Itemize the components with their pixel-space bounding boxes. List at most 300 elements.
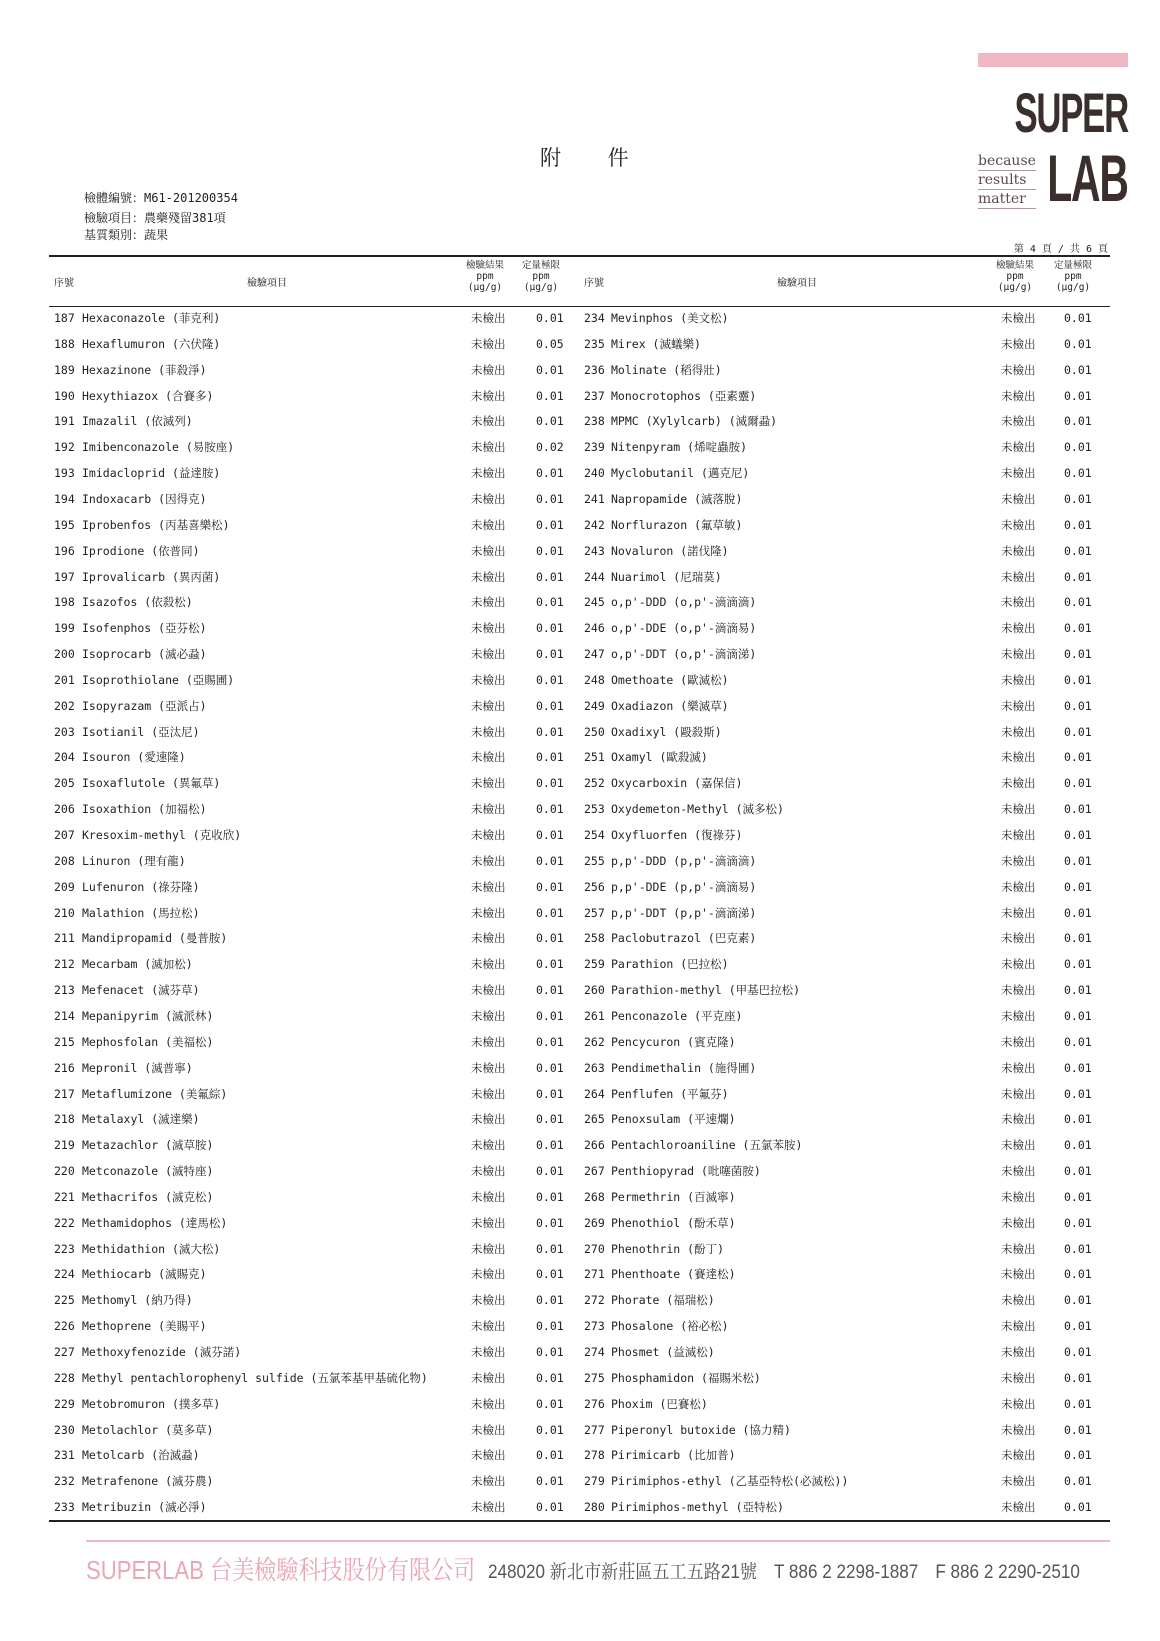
row-limit: 0.01: [536, 1396, 564, 1411]
row-result: 未檢出: [471, 388, 506, 403]
row-item-name: Phosmet (益滅松): [611, 1345, 715, 1359]
row-item-name: Oxyfluorfen (復祿芬): [611, 828, 743, 842]
table-row: [0, 1266, 1160, 1292]
row-seq: 201: [54, 672, 75, 687]
row-seq: 219: [54, 1138, 75, 1153]
row-result: 未檢出: [1001, 750, 1036, 765]
row-result: 未檢出: [1001, 853, 1036, 868]
row-seq: 275: [584, 1370, 605, 1385]
row-item-name: Phorate (福瑞松): [611, 1293, 715, 1308]
table-row: [0, 956, 1160, 982]
row-result: 未檢出: [1001, 414, 1036, 429]
row-item-name: Mecarbam (滅加松): [82, 957, 193, 972]
table-row: [0, 620, 1160, 646]
row-limit: 0.01: [536, 466, 564, 481]
row-seq: 257: [584, 905, 605, 920]
header-result-line: ppm: [1006, 271, 1024, 282]
row-item-name: Norflurazon (氟草敏): [611, 517, 743, 532]
row-seq: 192: [54, 440, 75, 455]
header-limit-line: (μg/g): [1055, 282, 1091, 293]
row-result: 未檢出: [1001, 1370, 1036, 1385]
table-row: [0, 879, 1160, 905]
table-row: [0, 569, 1160, 595]
table-row: [0, 827, 1160, 853]
row-result: 未檢出: [1001, 569, 1036, 584]
row-item-name: Myclobutanil (邁克尼): [611, 466, 750, 481]
table-row: [0, 491, 1160, 517]
row-item-name: Metobromuron (撲多草): [82, 1396, 221, 1411]
row-seq: 204: [54, 750, 75, 765]
row-seq: 198: [54, 595, 75, 610]
row-result: 未檢出: [1001, 1034, 1036, 1049]
row-seq: 250: [584, 724, 605, 739]
row-seq: 210: [54, 905, 75, 920]
row-item-name: Mephosfolan (美福松): [82, 1034, 214, 1049]
row-result: 未檢出: [471, 1293, 506, 1308]
row-limit: 0.01: [536, 543, 564, 558]
tagline-line: matter: [978, 190, 1036, 209]
row-limit: 0.01: [1064, 1345, 1092, 1359]
header-result: [986, 260, 1044, 293]
row-limit: 0.01: [536, 491, 564, 506]
row-seq: 228: [54, 1370, 75, 1385]
row-seq: 221: [54, 1189, 75, 1204]
row-limit: 0.01: [536, 1500, 564, 1515]
row-item-name: Lufenuron (祿芬隆): [82, 879, 200, 894]
row-seq: 220: [54, 1164, 75, 1179]
row-result: 未檢出: [1001, 1396, 1036, 1411]
row-result: 未檢出: [471, 1138, 506, 1153]
row-seq: 274: [584, 1345, 605, 1359]
row-result: 未檢出: [1001, 466, 1036, 481]
row-item-name: Phosphamidon (福賜米松): [611, 1370, 761, 1385]
row-seq: 238: [584, 414, 605, 429]
row-limit: 0.01: [1064, 595, 1092, 610]
row-limit: 0.01: [1064, 1034, 1092, 1049]
row-seq: 194: [54, 491, 75, 506]
row-limit: 0.01: [536, 1241, 564, 1256]
page-number: 第 4 頁 / 共 6 頁: [1013, 244, 1108, 255]
row-seq: 195: [54, 517, 75, 532]
row-item-name: Permethrin (百滅寧): [611, 1189, 736, 1204]
row-item-name: Mepronil (滅普寧): [82, 1060, 193, 1075]
row-item-name: Methomyl (納乃得): [82, 1293, 193, 1308]
row-item-name: Isoprothiolane (亞賜圃): [82, 672, 235, 687]
row-item-name: Metazachlor (滅草胺): [82, 1138, 214, 1153]
row-seq: 272: [584, 1293, 605, 1308]
row-seq: 231: [54, 1448, 75, 1463]
row-result: 未檢出: [471, 750, 506, 765]
row-item-name: Metolcarb (治滅蝨): [82, 1448, 200, 1463]
row-result: 未檢出: [471, 543, 506, 558]
row-item-name: Methyl pentachlorophenyl sulfide (五氯苯基甲基硫化物): [82, 1370, 428, 1385]
row-limit: 0.01: [536, 362, 564, 377]
row-seq: 261: [584, 1008, 605, 1023]
row-result: 未檢出: [471, 853, 506, 868]
row-seq: 271: [584, 1267, 605, 1282]
row-result: 未檢出: [1001, 1215, 1036, 1230]
row-result: 未檢出: [471, 491, 506, 506]
table-row: [0, 362, 1160, 388]
table-row: [0, 853, 1160, 879]
row-limit: 0.01: [536, 621, 564, 636]
row-limit: 0.01: [1064, 1474, 1092, 1489]
row-item-name: Napropamide (滅落脫): [611, 491, 743, 506]
row-item-name: Penoxsulam (平速爛): [611, 1112, 736, 1127]
row-seq: 214: [54, 1008, 75, 1023]
row-limit: 0.01: [1064, 983, 1092, 998]
row-item-name: Penconazole (平克座): [611, 1008, 743, 1023]
row-result: 未檢出: [1001, 1474, 1036, 1489]
sample-number: 檢體編號：M61-201200354: [84, 191, 238, 205]
table-row: [0, 1241, 1160, 1267]
row-result: 未檢出: [1001, 879, 1036, 894]
header-result-line: 檢驗結果: [995, 260, 1034, 271]
row-item-name: Pirimicarb (比加普): [611, 1448, 736, 1463]
header-seq: 序號: [54, 278, 74, 289]
row-seq: 234: [584, 311, 605, 325]
row-limit: 0.01: [536, 698, 564, 713]
row-result: 未檢出: [1001, 336, 1036, 351]
row-item-name: Hexaflumuron (六伏隆): [82, 336, 221, 351]
row-limit: 0.01: [536, 1112, 564, 1127]
row-seq: 199: [54, 621, 75, 636]
row-result: 未檢出: [1001, 983, 1036, 998]
row-result: 未檢出: [471, 698, 506, 713]
row-item-name: Oxadixyl (毆殺斯): [611, 724, 722, 739]
row-limit: 0.01: [1064, 1215, 1092, 1230]
table-row: [0, 543, 1160, 569]
row-limit: 0.01: [1064, 853, 1092, 868]
row-item-name: Isazofos (依殺松): [82, 595, 193, 610]
row-seq: 254: [584, 828, 605, 842]
row-item-name: Phenothiol (酚禾草): [611, 1215, 736, 1230]
row-limit: 0.01: [536, 931, 564, 946]
row-result: 未檢出: [471, 1086, 506, 1101]
row-seq: 207: [54, 828, 75, 842]
tagline-line: because: [978, 153, 1036, 169]
table-row: [0, 1215, 1160, 1241]
row-limit: 0.01: [536, 1345, 564, 1359]
row-seq: 203: [54, 724, 75, 739]
row-result: 未檢出: [471, 983, 506, 998]
row-limit: 0.01: [536, 828, 564, 842]
row-result: 未檢出: [471, 1319, 506, 1334]
row-seq: 255: [584, 853, 605, 868]
row-result: 未檢出: [471, 311, 506, 325]
row-limit: 0.01: [536, 853, 564, 868]
row-seq: 259: [584, 957, 605, 972]
row-limit: 0.01: [1064, 931, 1092, 946]
table-row: [0, 724, 1160, 750]
row-limit: 0.01: [1064, 388, 1092, 403]
header-result-line: (μg/g): [997, 282, 1033, 293]
row-result: 未檢出: [471, 1241, 506, 1256]
row-limit: 0.01: [536, 776, 564, 791]
row-item-name: Penthiopyrad (吡噻菌胺): [611, 1164, 761, 1179]
row-item-name: Novaluron (諾伐隆): [611, 543, 729, 558]
row-seq: 230: [54, 1422, 75, 1437]
row-seq: 239: [584, 440, 605, 455]
row-result: 未檢出: [471, 440, 506, 455]
row-seq: 205: [54, 776, 75, 791]
row-result: 未檢出: [471, 1164, 506, 1179]
row-item-name: Isotianil (亞汰尼): [82, 724, 200, 739]
row-limit: 0.01: [1064, 776, 1092, 791]
row-seq: 279: [584, 1474, 605, 1489]
row-seq: 236: [584, 362, 605, 377]
row-limit: 0.01: [536, 1319, 564, 1334]
logo-tagline: [978, 152, 1036, 209]
row-seq: 249: [584, 698, 605, 713]
row-limit: 0.01: [1064, 879, 1092, 894]
row-result: 未檢出: [471, 1215, 506, 1230]
page-title: 附 件: [540, 146, 649, 170]
row-item-name: Kresoxim-methyl (克收欣): [82, 828, 242, 842]
row-item-name: Molinate (稻得壯): [611, 362, 722, 377]
row-seq: 189: [54, 362, 75, 377]
row-seq: 222: [54, 1215, 75, 1230]
row-result: 未檢出: [471, 1370, 506, 1385]
logo-lab-text: LAB: [1047, 141, 1128, 215]
row-limit: 0.01: [536, 879, 564, 894]
row-item-name: Pendimethalin (施得圃): [611, 1060, 757, 1075]
row-item-name: p,p'-DDE (p,p'-滴滴易): [611, 879, 757, 894]
row-seq: 240: [584, 466, 605, 481]
table-row: [0, 775, 1160, 801]
row-result: 未檢出: [471, 517, 506, 532]
row-limit: 0.01: [1064, 802, 1092, 817]
row-limit: 0.02: [536, 440, 564, 455]
row-item-name: Malathion (馬拉松): [82, 905, 200, 920]
row-result: 未檢出: [1001, 1267, 1036, 1282]
row-seq: 224: [54, 1267, 75, 1282]
header-result: [456, 260, 514, 293]
header-seq: 序號: [584, 278, 604, 289]
row-item-name: Methiocarb (滅賜克): [82, 1267, 207, 1282]
row-item-name: Iprovalicarb (異丙菌): [82, 569, 221, 584]
row-item-name: Imazalil (依滅列): [82, 414, 193, 429]
footer-company: SUPERLAB 台美檢驗科技股份有限公司: [86, 1555, 476, 1585]
row-item-name: Isoxathion (加福松): [82, 802, 207, 817]
row-result: 未檢出: [471, 828, 506, 842]
row-item-name: Isofenphos (亞芬松): [82, 621, 207, 636]
header-item: 檢驗項目: [247, 278, 287, 289]
tagline-line: results: [978, 171, 1036, 190]
row-seq: 208: [54, 853, 75, 868]
header-item: 檢驗項目: [777, 278, 817, 289]
header-result-line: (μg/g): [467, 282, 503, 293]
row-limit: 0.01: [1064, 1138, 1092, 1153]
row-seq: 277: [584, 1422, 605, 1437]
row-item-name: Nitenpyram (烯啶蟲胺): [611, 440, 748, 455]
row-seq: 269: [584, 1215, 605, 1230]
row-seq: 258: [584, 931, 605, 946]
row-seq: 215: [54, 1034, 75, 1049]
table-row: [0, 1163, 1160, 1189]
row-limit: 0.01: [1064, 621, 1092, 636]
table-row: [0, 1189, 1160, 1215]
row-limit: 0.01: [536, 957, 564, 972]
row-limit: 0.01: [536, 802, 564, 817]
row-seq: 237: [584, 388, 605, 403]
row-limit: 0.01: [1064, 569, 1092, 584]
superlab-logo: [978, 53, 1128, 213]
row-item-name: Omethoate (歐滅松): [611, 672, 729, 687]
row-limit: 0.01: [536, 1215, 564, 1230]
row-limit: 0.01: [1064, 1319, 1092, 1334]
row-result: 未檢出: [1001, 828, 1036, 842]
table-row: [0, 1008, 1160, 1034]
row-seq: 226: [54, 1319, 75, 1334]
row-seq: 253: [584, 802, 605, 817]
row-item-name: Oxadiazon (樂滅草): [611, 698, 729, 713]
row-seq: 188: [54, 336, 75, 351]
row-result: 未檢出: [471, 1448, 506, 1463]
row-result: 未檢出: [1001, 1448, 1036, 1463]
table-row: [0, 439, 1160, 465]
row-limit: 0.01: [1064, 362, 1092, 377]
row-result: 未檢出: [471, 957, 506, 972]
row-limit: 0.01: [536, 1189, 564, 1204]
row-limit: 0.01: [536, 1060, 564, 1075]
table-row: [0, 594, 1160, 620]
row-result: 未檢出: [471, 466, 506, 481]
row-result: 未檢出: [1001, 672, 1036, 687]
row-seq: 233: [54, 1500, 75, 1515]
row-seq: 260: [584, 983, 605, 998]
row-seq: 242: [584, 517, 605, 532]
table-row: [0, 905, 1160, 931]
row-result: 未檢出: [471, 1189, 506, 1204]
row-seq: 218: [54, 1112, 75, 1127]
row-item-name: Metconazole (滅特座): [82, 1164, 214, 1179]
table-row: [0, 1396, 1160, 1422]
header-limit-line: 定量極限: [521, 260, 560, 271]
footer-rule: [86, 1540, 1110, 1542]
row-limit: 0.01: [536, 647, 564, 662]
row-limit: 0.01: [536, 1086, 564, 1101]
row-seq: 278: [584, 1448, 605, 1463]
row-item-name: Methamidophos (達馬松): [82, 1215, 228, 1230]
row-item-name: Penflufen (平氟芬): [611, 1086, 729, 1101]
row-item-name: Mevinphos (美文松): [611, 311, 729, 325]
row-limit: 0.01: [1064, 1060, 1092, 1075]
table-row: [0, 698, 1160, 724]
row-seq: 235: [584, 336, 605, 351]
row-seq: 216: [54, 1060, 75, 1075]
table-top-rule: [49, 255, 1110, 257]
row-seq: 190: [54, 388, 75, 403]
row-result: 未檢出: [1001, 802, 1036, 817]
row-seq: 197: [54, 569, 75, 584]
row-result: 未檢出: [1001, 621, 1036, 636]
row-result: 未檢出: [1001, 1189, 1036, 1204]
row-item-name: o,p'-DDD (o,p'-滴滴滴): [611, 595, 757, 610]
row-result: 未檢出: [471, 1396, 506, 1411]
row-seq: 273: [584, 1319, 605, 1334]
table-row: [0, 749, 1160, 775]
table-row: [0, 1111, 1160, 1137]
header-limit: [1044, 260, 1102, 293]
row-seq: 252: [584, 776, 605, 791]
row-seq: 202: [54, 698, 75, 713]
table-row: [0, 1292, 1160, 1318]
row-result: 未檢出: [1001, 1293, 1036, 1308]
row-result: 未檢出: [1001, 1086, 1036, 1101]
row-limit: 0.01: [1064, 440, 1092, 455]
row-result: 未檢出: [1001, 543, 1036, 558]
row-seq: 268: [584, 1189, 605, 1204]
row-result: 未檢出: [1001, 362, 1036, 377]
row-limit: 0.01: [536, 905, 564, 920]
header-result-line: ppm: [476, 271, 494, 282]
row-result: 未檢出: [1001, 724, 1036, 739]
row-limit: 0.01: [1064, 1500, 1092, 1515]
row-item-name: Monocrotophos (亞素靈): [611, 388, 757, 403]
row-result: 未檢出: [471, 414, 506, 429]
row-item-name: Methoprene (美賜平): [82, 1319, 207, 1334]
test-item: 檢驗項目：農藥殘留381項: [84, 211, 226, 225]
row-limit: 0.01: [1064, 698, 1092, 713]
row-item-name: Piperonyl butoxide (協力精): [611, 1422, 791, 1437]
row-limit: 0.01: [1064, 1164, 1092, 1179]
row-result: 未檢出: [1001, 1008, 1036, 1023]
row-item-name: Oxycarboxin (嘉保信): [611, 776, 743, 791]
table-row: [0, 672, 1160, 698]
table-header-rule: [49, 306, 1110, 307]
header-limit-line: ppm: [1064, 271, 1082, 282]
row-seq: 209: [54, 879, 75, 894]
row-result: 未檢出: [471, 595, 506, 610]
row-limit: 0.01: [1064, 724, 1092, 739]
row-limit: 0.01: [1064, 1422, 1092, 1437]
row-seq: 264: [584, 1086, 605, 1101]
row-seq: 267: [584, 1164, 605, 1179]
row-limit: 0.01: [536, 1034, 564, 1049]
row-item-name: Imibenconazole (易胺座): [82, 440, 235, 455]
row-item-name: Metolachlor (莫多草): [82, 1422, 214, 1437]
row-result: 未檢出: [1001, 517, 1036, 532]
row-limit: 0.01: [1064, 466, 1092, 481]
row-item-name: Imidacloprid (益達胺): [82, 466, 221, 481]
table-row: [0, 1318, 1160, 1344]
row-result: 未檢出: [1001, 776, 1036, 791]
header-limit-line: (μg/g): [523, 282, 559, 293]
row-seq: 247: [584, 647, 605, 662]
row-item-name: Nuarimol (尼瑞莫): [611, 569, 722, 584]
row-result: 未檢出: [471, 1112, 506, 1127]
row-item-name: p,p'-DDD (p,p'-滴滴滴): [611, 853, 757, 868]
row-limit: 0.01: [536, 672, 564, 687]
row-limit: 0.01: [1064, 543, 1092, 558]
row-item-name: Mefenacet (滅芬草): [82, 983, 200, 998]
row-seq: 248: [584, 672, 605, 687]
row-seq: 223: [54, 1241, 75, 1256]
row-limit: 0.01: [1064, 672, 1092, 687]
row-result: 未檢出: [1001, 1241, 1036, 1256]
row-item-name: Linuron (理有龍): [82, 853, 186, 868]
row-seq: 266: [584, 1138, 605, 1153]
table-row: [0, 1034, 1160, 1060]
matrix-type: 基質類別：蔬果: [84, 228, 169, 242]
row-result: 未檢出: [471, 724, 506, 739]
row-limit: 0.01: [1064, 1267, 1092, 1282]
row-limit: 0.01: [536, 1422, 564, 1437]
row-limit: 0.01: [536, 983, 564, 998]
row-result: 未檢出: [471, 802, 506, 817]
table-row: [0, 517, 1160, 543]
